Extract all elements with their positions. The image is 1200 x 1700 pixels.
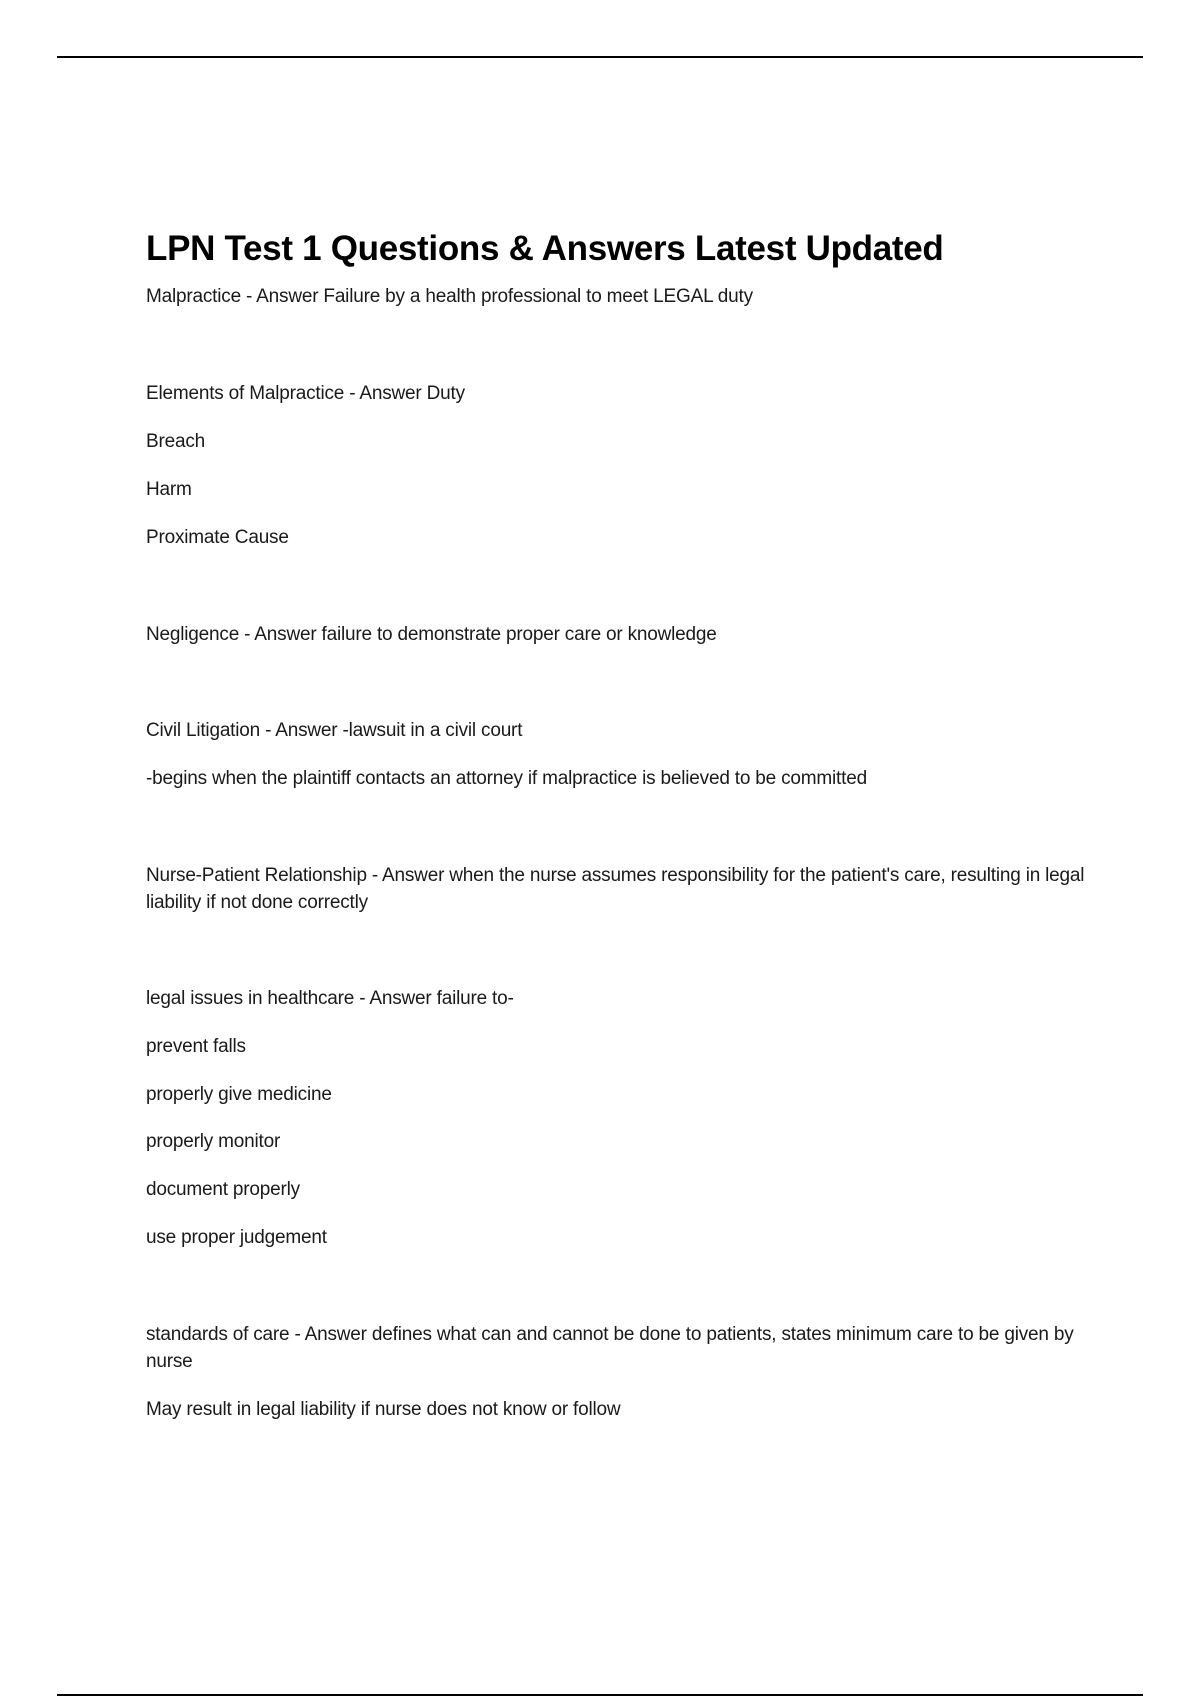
entry-monitor: properly monitor	[146, 1131, 281, 1152]
top-rule	[57, 56, 1143, 58]
bottom-rule	[57, 1694, 1143, 1696]
entry-harm: Harm	[146, 479, 192, 500]
entry-malpractice: Malpractice - Answer Failure by a health professional to meet LEGAL duty	[146, 286, 753, 307]
entry-prevent-falls: prevent falls	[146, 1036, 246, 1057]
entry-legal-issues: legal issues in healthcare - Answer failure to-	[146, 988, 514, 1009]
entry-document: document properly	[146, 1179, 300, 1200]
entry-negligence: Negligence - Answer failure to demonstrate proper care or knowledge	[146, 624, 717, 645]
entry-civil-litigation-detail: -begins when the plaintiff contacts an attorney if malpractice is believed to be committed	[146, 768, 867, 789]
entry-elements-of-malpractice: Elements of Malpractice - Answer Duty	[146, 383, 465, 404]
entry-proximate-cause: Proximate Cause	[146, 527, 289, 548]
entry-nurse-patient-relationship: Nurse-Patient Relationship - Answer when the nurse assumes responsibility for the patient's care, resulting in legal liability if not done correctly	[146, 865, 1085, 913]
document-body	[146, 226, 1086, 1423]
entry-civil-litigation: Civil Litigation - Answer -lawsuit in a civil court	[146, 720, 523, 741]
document-title: LPN Test 1 Questions & Answers Latest Updated	[146, 229, 944, 268]
entry-breach: Breach	[146, 431, 206, 452]
entry-judgement: use proper judgement	[146, 1227, 327, 1248]
entry-give-medicine: properly give medicine	[146, 1084, 332, 1105]
entry-standards-of-care: standards of care - Answer defines what can and cannot be done to patients, states minimum care to be given by nurse	[146, 1324, 1074, 1372]
entry-standards-liability: May result in legal liability if nurse does not know or follow	[146, 1399, 621, 1420]
